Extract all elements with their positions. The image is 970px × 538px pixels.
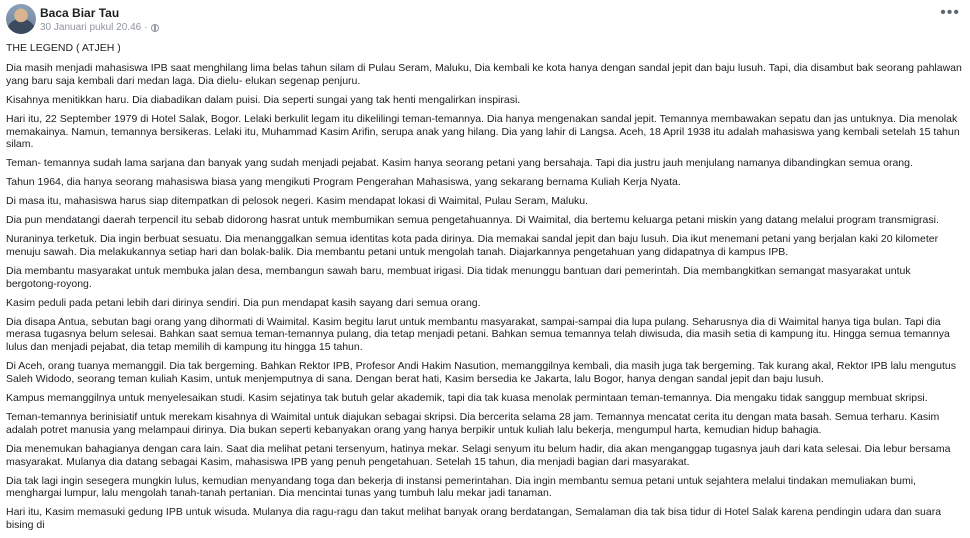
paragraph: Di masa itu, mahasiswa harus siap ditempatkan di pelosok negeri. Kasim mendapat lokasi di Waimital, Pulau Seram, Maluku.: [6, 195, 589, 208]
paragraph: Dia tak lagi ingin sesegera mungkin lulus, kemudian menyandang toga dan bekerja di instansi pemerintahan. Dia ingin membantu semua petani untuk sejahtera melalui tindakan memuliakan bumi, menghargai lumpur, lalu mengolah tanah-tanah pertanian. Dia mencintai tunas yang tumbuh lalu mekar jadi tanaman.: [6, 474, 916, 500]
more-options-icon[interactable]: •••: [940, 4, 960, 21]
post-content: [6, 42, 962, 538]
post-title: THE LEGEND ( ATJEH ): [6, 42, 121, 54]
paragraph: Dia pun mendatangi daerah terpencil itu sebab didorong hasrat untuk membumikan semua pengetahuannya. Di Waimital, dia bertemu keluarga petani miskin yang datang melalui program transmigrasi.: [6, 214, 939, 227]
author-avatar[interactable]: [6, 4, 36, 34]
paragraph: Dia menemukan bahagianya dengan cara lain. Saat dia melihat petani tersenyum, hatinya mekar. Selagi senyum itu belum hadir, dia akan menganggap tugasnya jauh dari kata selesai. Dia lebur bersama masyarakat. Mulanya dia datang sebagai Kasim, mahasiswa IPB yang penuh pengetahuan. Setelah 15 tahun, dia menjadi bagian dari masyarakat.: [6, 442, 951, 468]
globe-icon[interactable]: [151, 24, 159, 32]
paragraph: Di Aceh, orang tuanya memanggil. Dia tak bergeming. Bahkan Rektor IPB, Profesor Andi Hakim Nasution, memanggilnya kembali, dia masih juga tak bergeming. Tak kurang akal, Rektor IPB lalu mengutus Saleh Widodo, seorang teman kuliah Kasim, untuk menjemputnya di sana. Dengan berat hati, Kasim bersedia ke Jakarta, lalu Bogor, hanya dengan sandal jepit dan baju lusuh.: [6, 360, 956, 386]
paragraph: Nuraninya terketuk. Dia ingin berbuat sesuatu. Dia menanggalkan semua identitas kota pada dirinya. Dia memakai sandal jepit dan baju lusuh. Dia ikut menemani petani yang berjalan kaki 20 kilometer menuju sawah. Dia melakukannya setiap hari dan bolak-balik. Dia membantu petani untuk mengolah tanah. Diajarkannya pengetahuan yang didapatnya di kampus IPB.: [6, 232, 939, 258]
paragraph: Dia disapa Antua, sebutan bagi orang yang dihormati di Waimital. Kasim begitu larut untuk membantu masyarakat, sampai-sampai dia lupa pulang. Seharusnya dia di Waimital hanya tiga bulan. Tapi dia merasa tugasnya belum selesai. Bahkan saat semua teman-temannya pulang, dia tetap menjadi petani. Bahkan semua temannya telah diwisuda, dia masih setia di kampung itu. Hingga semua temannya lulus dan menjadi pejabat, dia tetap memilih di kampung itu hingga 15 tahun.: [6, 315, 950, 354]
post-timestamp[interactable]: 30 Januari pukul 20.46: [40, 22, 142, 33]
paragraph: Dia membantu masyarakat untuk membuka jalan desa, membangun sawah baru, membuat irigasi. Dia tidak menunggu bantuan dari pemerintah. Dia membangkitkan semangat masyarakat untuk bergotong-royong.: [6, 264, 911, 290]
paragraph: Kisahnya menitikkan haru. Dia diabadikan dalam puisi. Dia seperti sungai yang tak henti mengalirkan inspirasi.: [6, 93, 521, 106]
paragraph: Hari itu, Kasim memasuki gedung IPB untuk wisuda. Mulanya dia ragu-ragu dan takut melihat banyak orang berdatangan, Semalaman dia tak bisa tidur di Hotel Salak karena pendingin udara dan suara bising di: [6, 506, 942, 532]
paragraph: Kampus memanggilnya untuk menyelesaikan studi. Kasim sejatinya tak butuh gelar akademik, tapi dia tak kuasa menolak permintaan teman-temannya. Dia mengaku tidak sanggup membuat skripsi.: [6, 392, 928, 405]
post-header: [6, 4, 964, 38]
author-name[interactable]: Baca Biar Tau: [40, 6, 120, 20]
meta-separator: ·: [144, 22, 148, 33]
paragraph: Tahun 1964, dia hanya seorang mahasiswa biasa yang mengikuti Program Pengerahan Mahasiswa, yang sekarang bernama Kuliah Kerja Nyata.: [6, 176, 681, 189]
paragraph: Hari itu, 22 September 1979 di Hotel Salak, Bogor. Lelaki berkulit legam itu dikelilingi teman-temannya. Dia hanya mengenakan sandal jepit. Temannya membawakan sepatu dan jas untuknya. Dia menolak memakainya. Namun, temannya bersikeras. Lelaki itu, Muhammad Kasim Arifin, serupa anak yang hilang. Dia yang lahir di Langsa. Aceh, 18 April 1938 itu adalah mahasiswa yang kembali setelah 15 tahun silam.: [6, 112, 960, 151]
paragraph: Teman- temannya sudah lama sarjana dan banyak yang sudah menjadi pejabat. Kasim hanya seorang petani yang bersahaja. Tapi dia justru jauh menjulang namanya dibandingkan semua orang.: [6, 157, 913, 170]
paragraph: Teman-temannya berinisiatif untuk merekam kisahnya di Waimital untuk diajukan sebagai skripsi. Dia bercerita selama 28 jam. Temannya mencatat cerita itu dengan mata basah. Semua terharu. Kasim adalah potret manusia yang melampaui dirinya. Dia bukan seperti kebanyakan orang yang hanya berpikir untuk kuliah lalu bekerja, mengumpul harta, kemudian hidup bahagia.: [6, 410, 940, 436]
paragraph: Kasim peduli pada petani lebih dari dirinya sendiri. Dia pun mendapat kasih sayang dari semua orang.: [6, 296, 481, 309]
paragraph: Dia masih menjadi mahasiswa IPB saat menghilang lima belas tahun silam di Pulau Seram, Maluku, Dia kembali ke kota hanya dengan sandal jepit dan baju lusuh. Tapi, dia disambut bak seorang pahlawan yang baru saja kembali dari medan laga. Dia dielu- elukan segenap penjuru.: [6, 61, 962, 87]
post-meta: [40, 22, 159, 33]
